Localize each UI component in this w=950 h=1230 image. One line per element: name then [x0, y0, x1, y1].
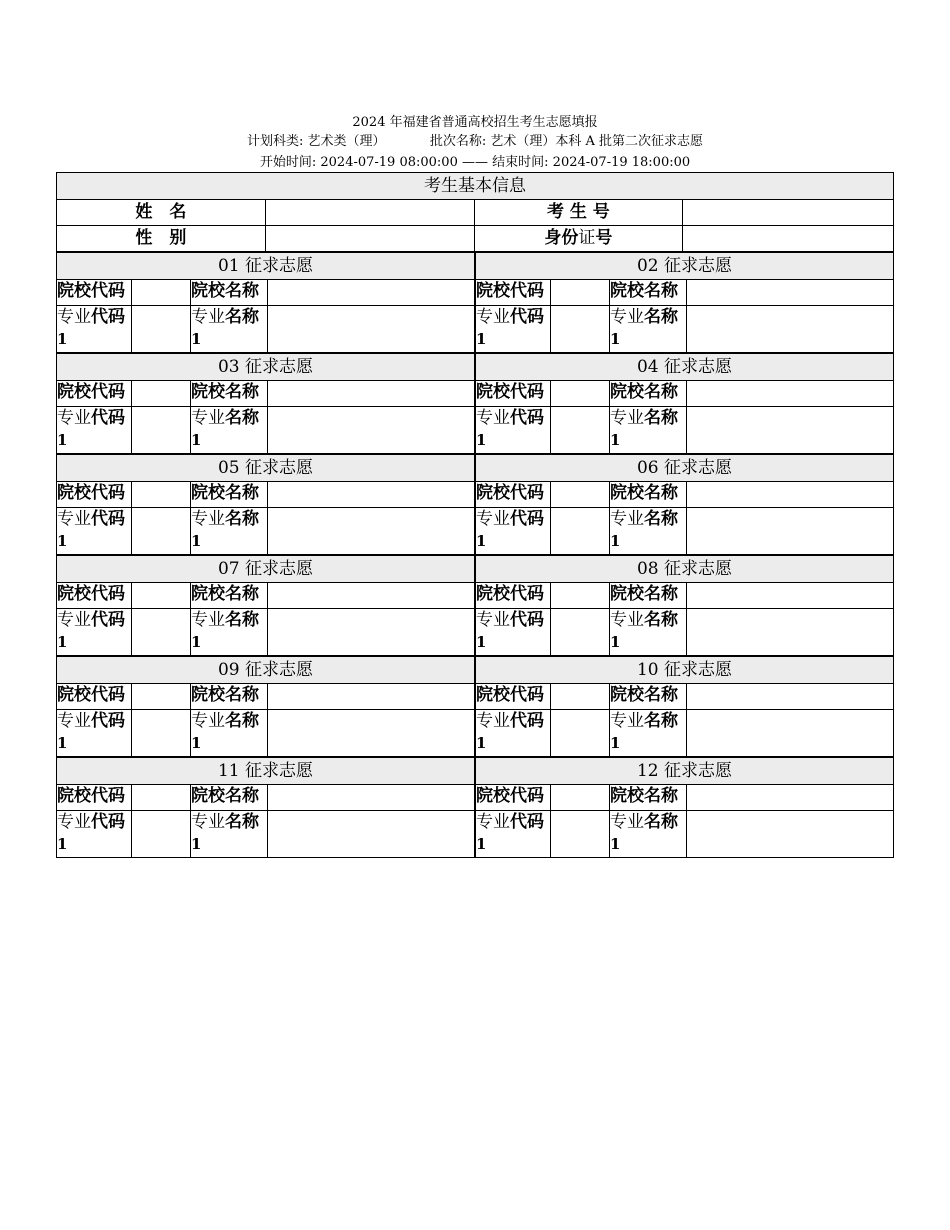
choice-block: [57, 556, 476, 655]
choice-title: 04 征求志愿: [476, 354, 893, 381]
id-number-label: 身份证号: [475, 226, 684, 251]
school-code-field[interactable]: [551, 482, 610, 507]
school-name-field[interactable]: [268, 280, 474, 305]
school-code-label: 院校代码: [476, 381, 551, 406]
school-code-label: 院校代码: [57, 482, 132, 507]
major-row: [476, 710, 893, 756]
time-separator: ——: [462, 155, 488, 170]
school-name-label: 院校名称: [191, 381, 268, 406]
school-name-label: 院校名称: [191, 684, 268, 709]
major-row: [476, 609, 893, 655]
choice-block: [57, 758, 476, 857]
school-name-label: 院校名称: [610, 482, 687, 507]
school-code-label: 院校代码: [476, 785, 551, 810]
choice-title: 10 征求志愿: [476, 657, 893, 684]
major-name-label: 专业名称 1: [191, 508, 268, 554]
school-name-field[interactable]: [268, 684, 474, 709]
school-row: [57, 482, 474, 508]
school-row: [476, 785, 893, 811]
choice-block: [57, 354, 476, 453]
school-row: [476, 583, 893, 609]
major-code-label: 专业代码 1: [476, 407, 551, 453]
school-name-field[interactable]: [687, 684, 893, 709]
start-label: 开始时间:: [259, 155, 317, 170]
gender-field[interactable]: [266, 226, 475, 251]
major-row: [476, 508, 893, 554]
major-name-label: 专业名称 1: [191, 609, 268, 655]
major-code-label: 专业代码 1: [476, 609, 551, 655]
choice-pair: [57, 556, 893, 657]
major-name-field[interactable]: [687, 710, 893, 756]
choice-pair: [57, 253, 893, 354]
school-row: [476, 684, 893, 710]
end-label: 结束时间:: [492, 155, 549, 170]
major-name-field[interactable]: [268, 811, 474, 857]
major-name-label: 专业名称 1: [610, 306, 687, 352]
school-code-label: 院校代码: [476, 482, 551, 507]
school-code-label: 院校代码: [476, 684, 551, 709]
school-row: [57, 280, 474, 306]
major-code-field[interactable]: [132, 710, 191, 756]
batch-value: 艺术（理）本科 A 批第二次征求志愿: [490, 134, 703, 149]
school-row: [57, 785, 474, 811]
basic-info-row-2: [57, 226, 893, 253]
school-code-field[interactable]: [132, 684, 191, 709]
major-name-field[interactable]: [687, 508, 893, 554]
major-row: [57, 609, 474, 655]
major-code-field[interactable]: [551, 508, 610, 554]
choice-title: 09 征求志愿: [57, 657, 474, 684]
choice-block: [57, 657, 476, 756]
school-code-field[interactable]: [551, 684, 610, 709]
major-name-label: 专业名称 1: [191, 710, 268, 756]
major-name-field[interactable]: [268, 609, 474, 655]
choice-title: 02 征求志愿: [476, 253, 893, 280]
major-name-field[interactable]: [687, 609, 893, 655]
major-row: [476, 407, 893, 453]
major-name-label: 专业名称 1: [610, 811, 687, 857]
major-code-label: 专业代码 1: [57, 407, 132, 453]
choice-title: 06 征求志愿: [476, 455, 893, 482]
major-name-label: 专业名称 1: [191, 407, 268, 453]
school-name-label: 院校名称: [610, 684, 687, 709]
choice-pair: [57, 657, 893, 758]
major-name-label: 专业名称 1: [610, 609, 687, 655]
batch-label: 批次名称:: [429, 134, 487, 149]
major-code-label: 专业代码 1: [57, 710, 132, 756]
school-code-label: 院校代码: [57, 785, 132, 810]
major-code-field[interactable]: [132, 407, 191, 453]
major-name-field[interactable]: [268, 508, 474, 554]
plan-category-value: 艺术类（理）: [307, 134, 386, 149]
school-row: [57, 381, 474, 407]
name-field[interactable]: [266, 200, 475, 225]
exam-number-field[interactable]: [683, 200, 893, 225]
choice-pair: [57, 455, 893, 556]
plan-category-label: 计划科类:: [246, 134, 304, 149]
school-code-field[interactable]: [551, 583, 610, 608]
school-code-label: 院校代码: [57, 583, 132, 608]
school-code-field[interactable]: [132, 381, 191, 406]
choice-block: [476, 758, 893, 857]
major-name-label: 专业名称 1: [610, 508, 687, 554]
major-code-label: 专业代码 1: [57, 306, 132, 352]
major-row: [57, 306, 474, 352]
exam-number-label: 考 生 号: [475, 200, 684, 225]
school-name-field[interactable]: [687, 482, 893, 507]
application-form: [56, 172, 894, 858]
basic-info-row-1: [57, 200, 893, 226]
id-number-field[interactable]: [683, 226, 893, 251]
school-name-field[interactable]: [687, 381, 893, 406]
school-code-label: 院校代码: [57, 381, 132, 406]
school-code-field[interactable]: [551, 381, 610, 406]
school-code-label: 院校代码: [476, 583, 551, 608]
major-name-field[interactable]: [268, 407, 474, 453]
major-code-label: 专业代码 1: [476, 811, 551, 857]
major-code-label: 专业代码 1: [476, 508, 551, 554]
school-name-label: 院校名称: [191, 280, 268, 305]
major-row: [476, 811, 893, 857]
school-name-label: 院校名称: [191, 482, 268, 507]
school-code-label: 院校代码: [476, 280, 551, 305]
major-code-field[interactable]: [132, 609, 191, 655]
major-code-label: 专业代码 1: [57, 609, 132, 655]
school-name-field[interactable]: [268, 482, 474, 507]
school-name-field[interactable]: [268, 381, 474, 406]
school-name-label: 院校名称: [191, 785, 268, 810]
gender-label: 性 别: [57, 226, 266, 251]
major-code-field[interactable]: [551, 407, 610, 453]
choice-title: 01 征求志愿: [57, 253, 474, 280]
major-row: [57, 508, 474, 554]
end-value: 2024-07-19 18:00:00: [552, 155, 691, 170]
major-row: [57, 407, 474, 453]
school-name-field[interactable]: [687, 280, 893, 305]
choice-title: 12 征求志愿: [476, 758, 893, 785]
school-row: [57, 684, 474, 710]
choice-block: [476, 253, 893, 352]
school-row: [476, 381, 893, 407]
school-name-label: 院校名称: [610, 381, 687, 406]
choices-grid: [57, 253, 893, 857]
choice-title: 11 征求志愿: [57, 758, 474, 785]
school-code-field[interactable]: [551, 280, 610, 305]
major-code-label: 专业代码 1: [476, 306, 551, 352]
school-code-label: 院校代码: [57, 280, 132, 305]
choice-block: [57, 253, 476, 352]
major-name-field[interactable]: [687, 407, 893, 453]
school-name-label: 院校名称: [610, 583, 687, 608]
major-name-field[interactable]: [687, 306, 893, 352]
school-code-label: 院校代码: [57, 684, 132, 709]
major-code-field[interactable]: [132, 508, 191, 554]
choice-block: [57, 455, 476, 554]
choice-block: [476, 354, 893, 453]
choice-title: 08 征求志愿: [476, 556, 893, 583]
school-code-field[interactable]: [132, 280, 191, 305]
major-name-label: 专业名称 1: [191, 306, 268, 352]
school-code-field[interactable]: [132, 785, 191, 810]
form-title: 2024 年福建省普通高校招生考生志愿填报: [352, 115, 598, 130]
major-row: [57, 811, 474, 857]
major-code-field[interactable]: [551, 811, 610, 857]
major-code-field[interactable]: [132, 306, 191, 352]
major-code-field[interactable]: [132, 811, 191, 857]
major-row: [476, 306, 893, 352]
school-row: [476, 280, 893, 306]
school-name-field[interactable]: [268, 785, 474, 810]
major-name-label: 专业名称 1: [610, 710, 687, 756]
major-code-field[interactable]: [551, 306, 610, 352]
major-code-label: 专业代码 1: [57, 811, 132, 857]
choice-title: 03 征求志愿: [57, 354, 474, 381]
major-row: [57, 710, 474, 756]
school-code-field[interactable]: [132, 583, 191, 608]
time-line: [0, 153, 950, 172]
choice-block: [476, 455, 893, 554]
major-code-label: 专业代码 1: [57, 508, 132, 554]
major-name-field[interactable]: [268, 710, 474, 756]
major-name-label: 专业名称 1: [191, 811, 268, 857]
major-code-field[interactable]: [551, 710, 610, 756]
school-row: [476, 482, 893, 508]
start-value: 2024-07-19 08:00:00: [320, 155, 458, 170]
name-label: 姓 名: [57, 200, 266, 225]
basic-info-title: 考生基本信息: [57, 173, 893, 200]
major-code-field[interactable]: [551, 609, 610, 655]
choice-pair: [57, 758, 893, 857]
choice-title: 07 征求志愿: [57, 556, 474, 583]
school-code-field[interactable]: [551, 785, 610, 810]
major-name-label: 专业名称 1: [610, 407, 687, 453]
school-name-field[interactable]: [268, 583, 474, 608]
school-code-field[interactable]: [132, 482, 191, 507]
plan-batch-line: [0, 132, 950, 151]
school-name-field[interactable]: [687, 583, 893, 608]
school-name-label: 院校名称: [191, 583, 268, 608]
choice-pair: [57, 354, 893, 455]
school-row: [57, 583, 474, 609]
major-name-field[interactable]: [268, 306, 474, 352]
choice-title: 05 征求志愿: [57, 455, 474, 482]
choice-block: [476, 657, 893, 756]
major-code-label: 专业代码 1: [476, 710, 551, 756]
school-name-label: 院校名称: [610, 785, 687, 810]
school-name-field[interactable]: [687, 785, 893, 810]
major-name-field[interactable]: [687, 811, 893, 857]
school-name-label: 院校名称: [610, 280, 687, 305]
choice-block: [476, 556, 893, 655]
